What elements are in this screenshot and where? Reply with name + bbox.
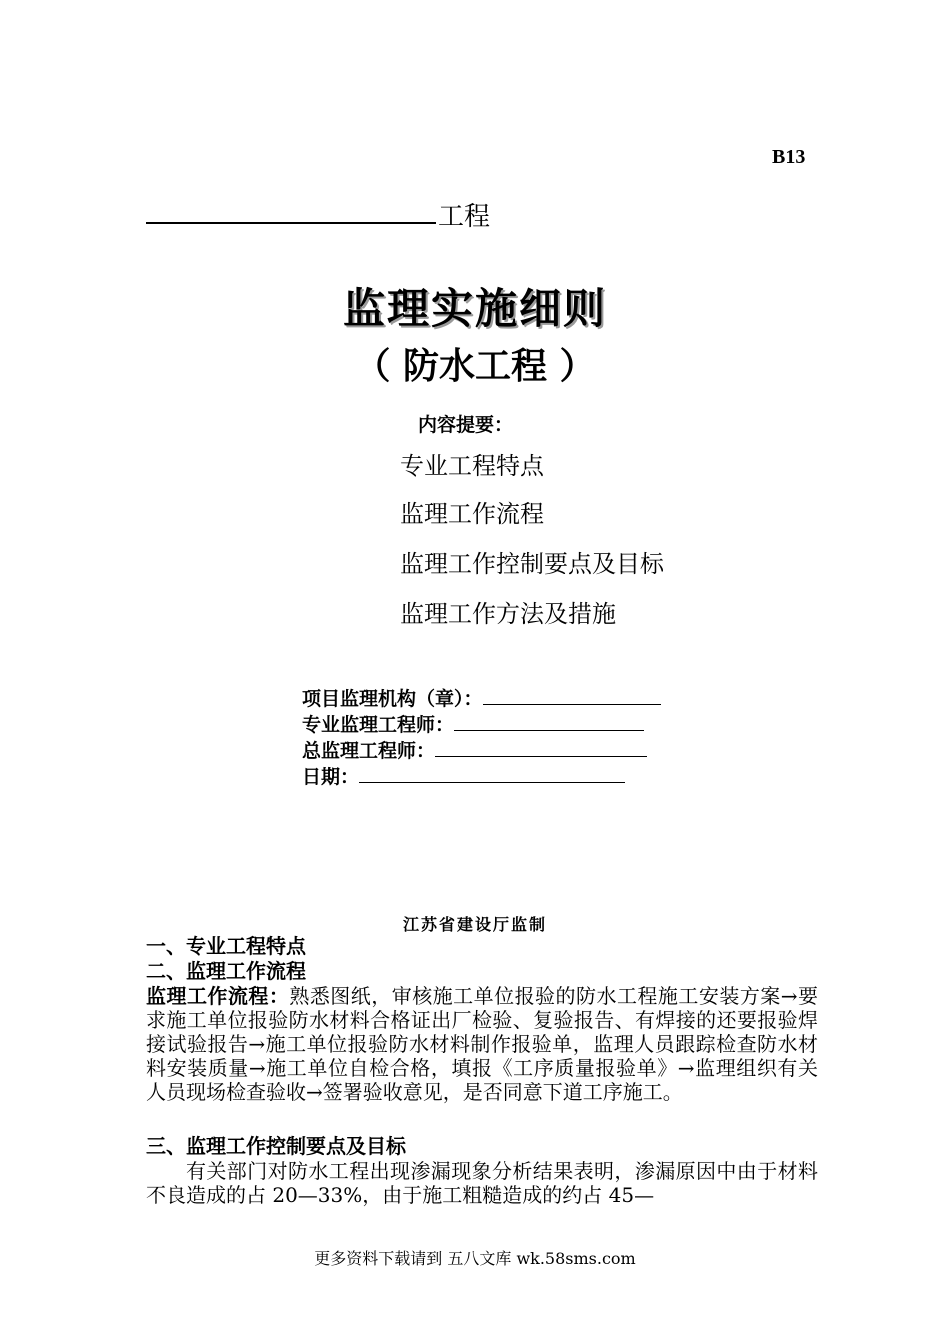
toc-item: 监理工作流程 xyxy=(400,500,544,528)
toc-item: 监理工作方法及措施 xyxy=(400,600,616,628)
signature-specialist xyxy=(302,710,644,737)
section-3-heading: 三、监理工作控制要点及目标 xyxy=(146,1134,406,1158)
signature-chief-blank xyxy=(435,738,647,757)
signature-agency xyxy=(302,684,661,711)
document-subtitle: （ 防水工程 ） xyxy=(354,346,596,387)
signature-specialist-blank xyxy=(454,712,644,731)
workflow-paragraph xyxy=(146,984,818,1104)
toc-item: 专业工程特点 xyxy=(400,452,544,480)
section-3-paragraph: 有关部门对防水工程出现渗漏现象分析结果表明，渗漏原因中由于材料不良造成的占 20—33%，由于施工粗糙造成的约占 45— xyxy=(146,1159,818,1207)
signature-date xyxy=(302,762,625,789)
form-code: B13 xyxy=(772,146,806,168)
issuer-line: 江苏省建设厅监制 xyxy=(402,915,547,934)
workflow-label: 监理工作流程： xyxy=(146,984,290,1008)
workflow-text: 熟悉图纸，审核施工单位报验的防水工程施工安装方案→要求施工单位报验防水材料合格证出厂检验、复验报告、有焊接的还要报验焊接试验报告→施工单位报验防水材料制作报验单，监理人员跟踪检查防水材料安装质量→施工单位自检合格，填报《工序质量报验单》→监理组织有关人员现场检查验收→签署验收意见，是否同意下道工序施工。 xyxy=(146,984,819,1104)
signature-specialist-label: 专业监理工程师： xyxy=(302,714,455,736)
section-1-heading: 一、专业工程特点 xyxy=(146,934,306,958)
document-title: 监理实施细则 xyxy=(342,284,607,333)
section-2-heading: 二、监理工作流程 xyxy=(146,959,306,983)
toc-heading: 内容提要： xyxy=(418,414,514,436)
project-suffix: 工程 xyxy=(438,202,491,232)
toc-item: 监理工作控制要点及目标 xyxy=(400,550,664,578)
project-name-blank xyxy=(146,198,436,224)
signature-agency-label: 项目监理机构（章）： xyxy=(302,688,483,710)
signature-chief-label: 总监理工程师： xyxy=(302,740,436,762)
signature-date-blank xyxy=(359,764,625,783)
signature-date-label: 日期： xyxy=(302,766,360,788)
footer-text: 更多资料下载请到 五八文库 wk.58sms.com xyxy=(314,1249,636,1268)
signature-agency-blank xyxy=(483,686,661,705)
signature-chief xyxy=(302,736,647,763)
